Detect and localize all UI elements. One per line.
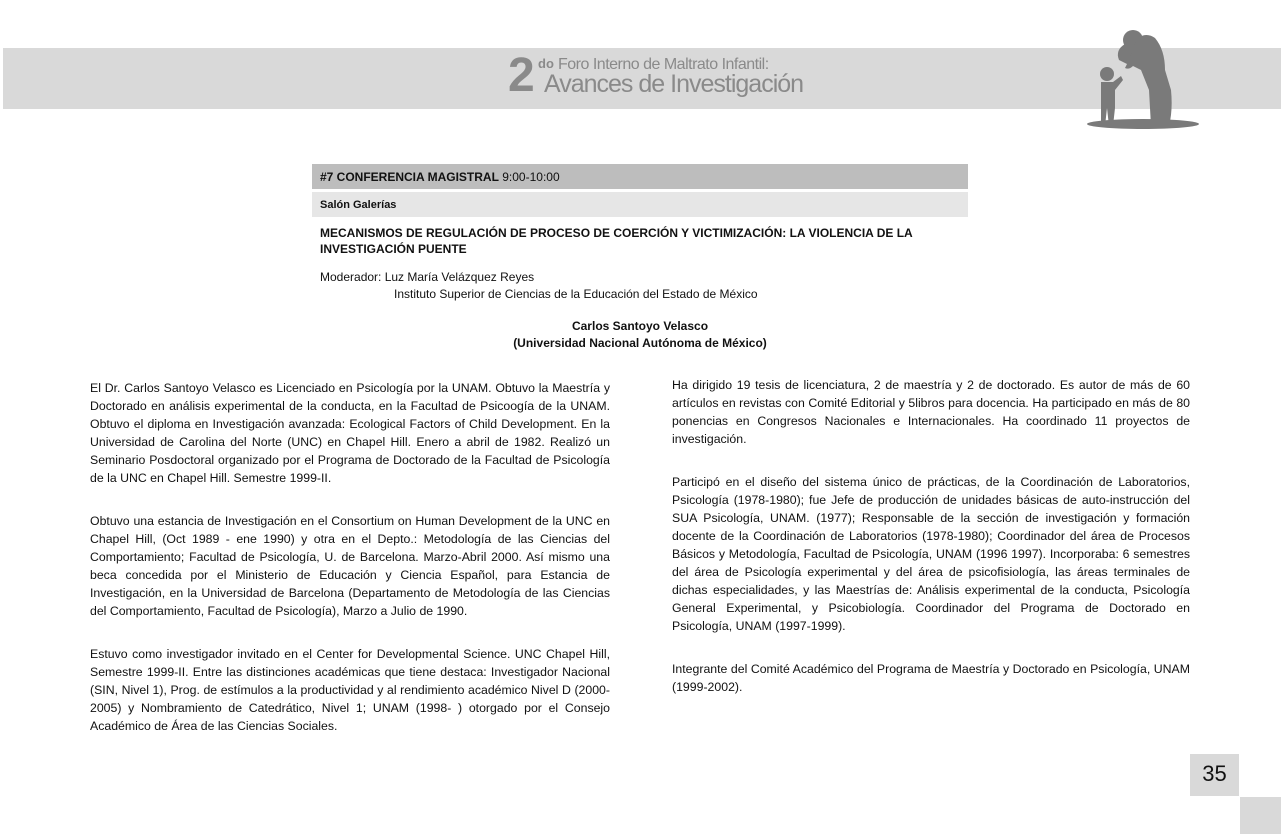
logo-line1: Foro Interno de Maltrato Infantil:	[558, 56, 769, 73]
adult-child-silhouette-icon	[1085, 30, 1205, 130]
moderator: Moderador: Luz María Velázquez Reyes	[320, 270, 535, 284]
speaker-affiliation: (Universidad Nacional Autónoma de México)	[513, 336, 767, 350]
session-title: MECANISMOS DE REGULACIÓN DE PROCESO DE COERCIÓN Y VICTIMIZACIÓN: LA VIOLENCIA DE LA INVESTIGACIÓN PUENTE	[320, 226, 913, 256]
logo-number: 2	[508, 49, 535, 102]
paragraph: Obtuvo una estancia de Investigación en el Consortium on Human Development de la UNC en Chapel Hill, (Oct 1989 - ene 1990) y otra en el Depto.: Metodología de las Ciencias del Comportamiento; Facultad de Psicología, U. de Barcelona. Marzo-Abril 2000. Así mismo una beca concedida por el Ministerio de Educación y Ciencia Español, para Estancia de Investigación, en la Universidad de Barcelona (Departamento de Metodología de las Ciencias del Comportamiento, Facultad de Psicología), Marzo a Julio de 1990.	[90, 514, 610, 618]
right-column	[672, 376, 1190, 721]
corner-decoration	[1240, 797, 1281, 834]
session-header	[312, 164, 968, 189]
session-label: #7 CONFERENCIA MAGISTRAL	[320, 170, 499, 184]
paragraph: El Dr. Carlos Santoyo Velasco es Licenciado en Psicología por la UNAM. Obtuvo la Maestría y Doctorado en análisis experimental de la conducta, en la Facultad de Psicoogía de la UNAM. Obtuvo el diploma en Investigación avanzada: Ecological Factors of Child Development. En la Universidad de Carolina del Norte (UNC) en Chapel Hill. Enero a abril de 1982. Realizó un Seminario Posdoctoral organizado por el Programa de Doctorado de la Facultad de Psicología de la UNC en Chapel Hill. Semestre 1999-II.	[90, 381, 610, 485]
paragraph: Integrante del Comité Académico del Programa de Maestría y Doctorado en Psicología, UNAM (1999-2002).	[672, 662, 1190, 694]
moderator-block	[320, 269, 758, 303]
page-number: 35	[1190, 754, 1239, 796]
speaker-name: Carlos Santoyo Velasco	[571, 319, 709, 333]
paragraph: Ha dirigido 19 tesis de licenciatura, 2 de maestría y 2 de doctorado. Es autor de más de 60 artículos en revistas con Comité Editorial y 5libros para docencia. Ha participado en más de 80 ponencias en Congresos Nacionales e Internacionales. Ha coordinado 11 proyectos de investigación.	[672, 378, 1190, 446]
logo-line2: Avances de Investigación	[544, 70, 804, 98]
left-column	[90, 379, 610, 760]
session-time: 9:00-10:00	[502, 170, 560, 184]
session-room: Salón Galerías	[312, 192, 968, 217]
paragraph: Participó en el diseño del sistema único de prácticas, de la Coordinación de Laboratorios, Psicología (1978-1980); fue Jefe de producción de unidades básicas de auto-instrucción del SUA Psicología, UNAM. (1977); Responsable de la sección de investigación y formación docente de la Coordinación de Laboratorios (1978-1980); Coordinador del área de Procesos Básicos y Metodología, Facultad de Psicología, UNAM (1996 1997). Incorporaba: 6 semestres del área de Psicología experimental y del área de psicofisiología, las áreas terminales de dichas especialidades, y las Maestrías de: Análisis experimental de la conducta, Psicología General Experimental, y Psicobiología. Coordinador del Programa de Doctorado en Psicología, UNAM (1997-1999).	[672, 475, 1190, 633]
speaker-block	[312, 318, 968, 352]
paragraph: Estuvo como investigador invitado en el Center for Developmental Science. UNC Chapel Hill, Semestre 1999-II. Entre las distinciones académicas que tiene destaca: Investigador Nacional (SIN, Nivel 1), Prog. de estímulos a la productividad y al rendimiento académico Nivel D (2000-2005) y Nombramiento de Catedrático, Nivel 1; UNAM (1998- ) otorgado por el Consejo Académico de Área de las Ciencias Sociales.	[90, 647, 610, 733]
moderator-institution: Instituto Superior de Ciencias de la Educación del Estado de México	[394, 287, 758, 301]
logo-sup: do	[538, 56, 554, 71]
